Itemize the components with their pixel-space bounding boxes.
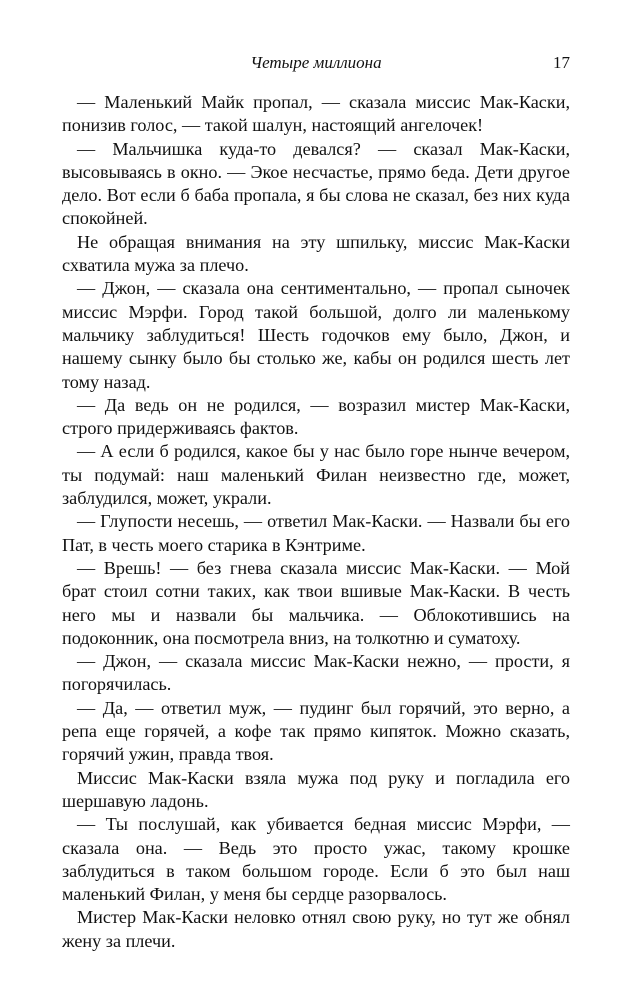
paragraph: — Глупости несешь, — ответил Мак-Каски. — Назвали бы его Пат, в честь моего старика в Кэнтриме. xyxy=(62,511,570,555)
paragraph: — Джон, — сказала миссис Мак-Каски нежно, — прости, я погорячилась. xyxy=(62,651,570,695)
running-header xyxy=(62,50,570,76)
page-number: 17 xyxy=(553,53,570,72)
text-body xyxy=(62,91,570,953)
paragraph: — Да, — ответил муж, — пудинг был горячий, это верно, а репа еще горячей, а кофе так прямо кипяток. Можно сказать, горячий ужин, правда твоя. xyxy=(62,697,570,765)
paragraph: Мистер Мак-Каски неловко отнял свою руку, но тут же обнял жену за плечи. xyxy=(62,907,570,951)
paragraph: Не обращая внимания на эту шпильку, миссис Мак-Каски схватила мужа за плечо. xyxy=(62,231,570,276)
paragraph: — Мальчишка куда-то девался? — сказал Мак-Каски, высовываясь в окно. — Экое несчастье, прямо беда. Дети другое дело. Вот если б баба пропала, я бы слова не сказал, без них куда спокойней. xyxy=(62,138,570,229)
paragraph: — Джон, — сказала она сентиментально, — пропал сыночек миссис Мэрфи. Город такой большой, долго ли маленькому мальчику заблудиться! Шесть годочков ему было, Джон, и нашему сынку было бы столько же, кабы он родился шесть лет тому назад. xyxy=(62,278,570,392)
paragraph: — Врешь! — без гнева сказала миссис Мак-Каски. — Мой брат стоил сотни таких, как твои вшивые Мак-Каски. В честь него мы и назвали бы мальчика. — Облокотившись на подоконник, она посмотрела вниз, на толкотню и суматоху. xyxy=(62,557,570,648)
book-title-header: Четыре миллиона xyxy=(250,53,382,72)
paragraph: — Да ведь он не родился, — возразил мистер Мак-Каски, строго придерживаясь фактов. xyxy=(62,394,570,439)
paragraph: — Маленький Майк пропал, — сказала миссис Мак-Каски, понизив голос, — такой шалун, настоящий ангелочек! xyxy=(62,92,570,136)
paragraph: — А если б родился, какое бы у нас было горе нынче вечером, ты подумай: наш маленький Филан неизвестно где, может, заблудился, может, украли. xyxy=(62,441,570,509)
paragraph: Миссис Мак-Каски взяла мужа под руку и погладила его шершавую ладонь. xyxy=(62,767,570,811)
paragraph: — Ты послушай, как убивается бедная миссис Мэрфи, — сказала она. — Ведь это просто ужас, такому крошке заблудиться в таком большом городе. Если б это был наш маленький Филан, у меня бы сердце разорвалось. xyxy=(62,814,570,905)
